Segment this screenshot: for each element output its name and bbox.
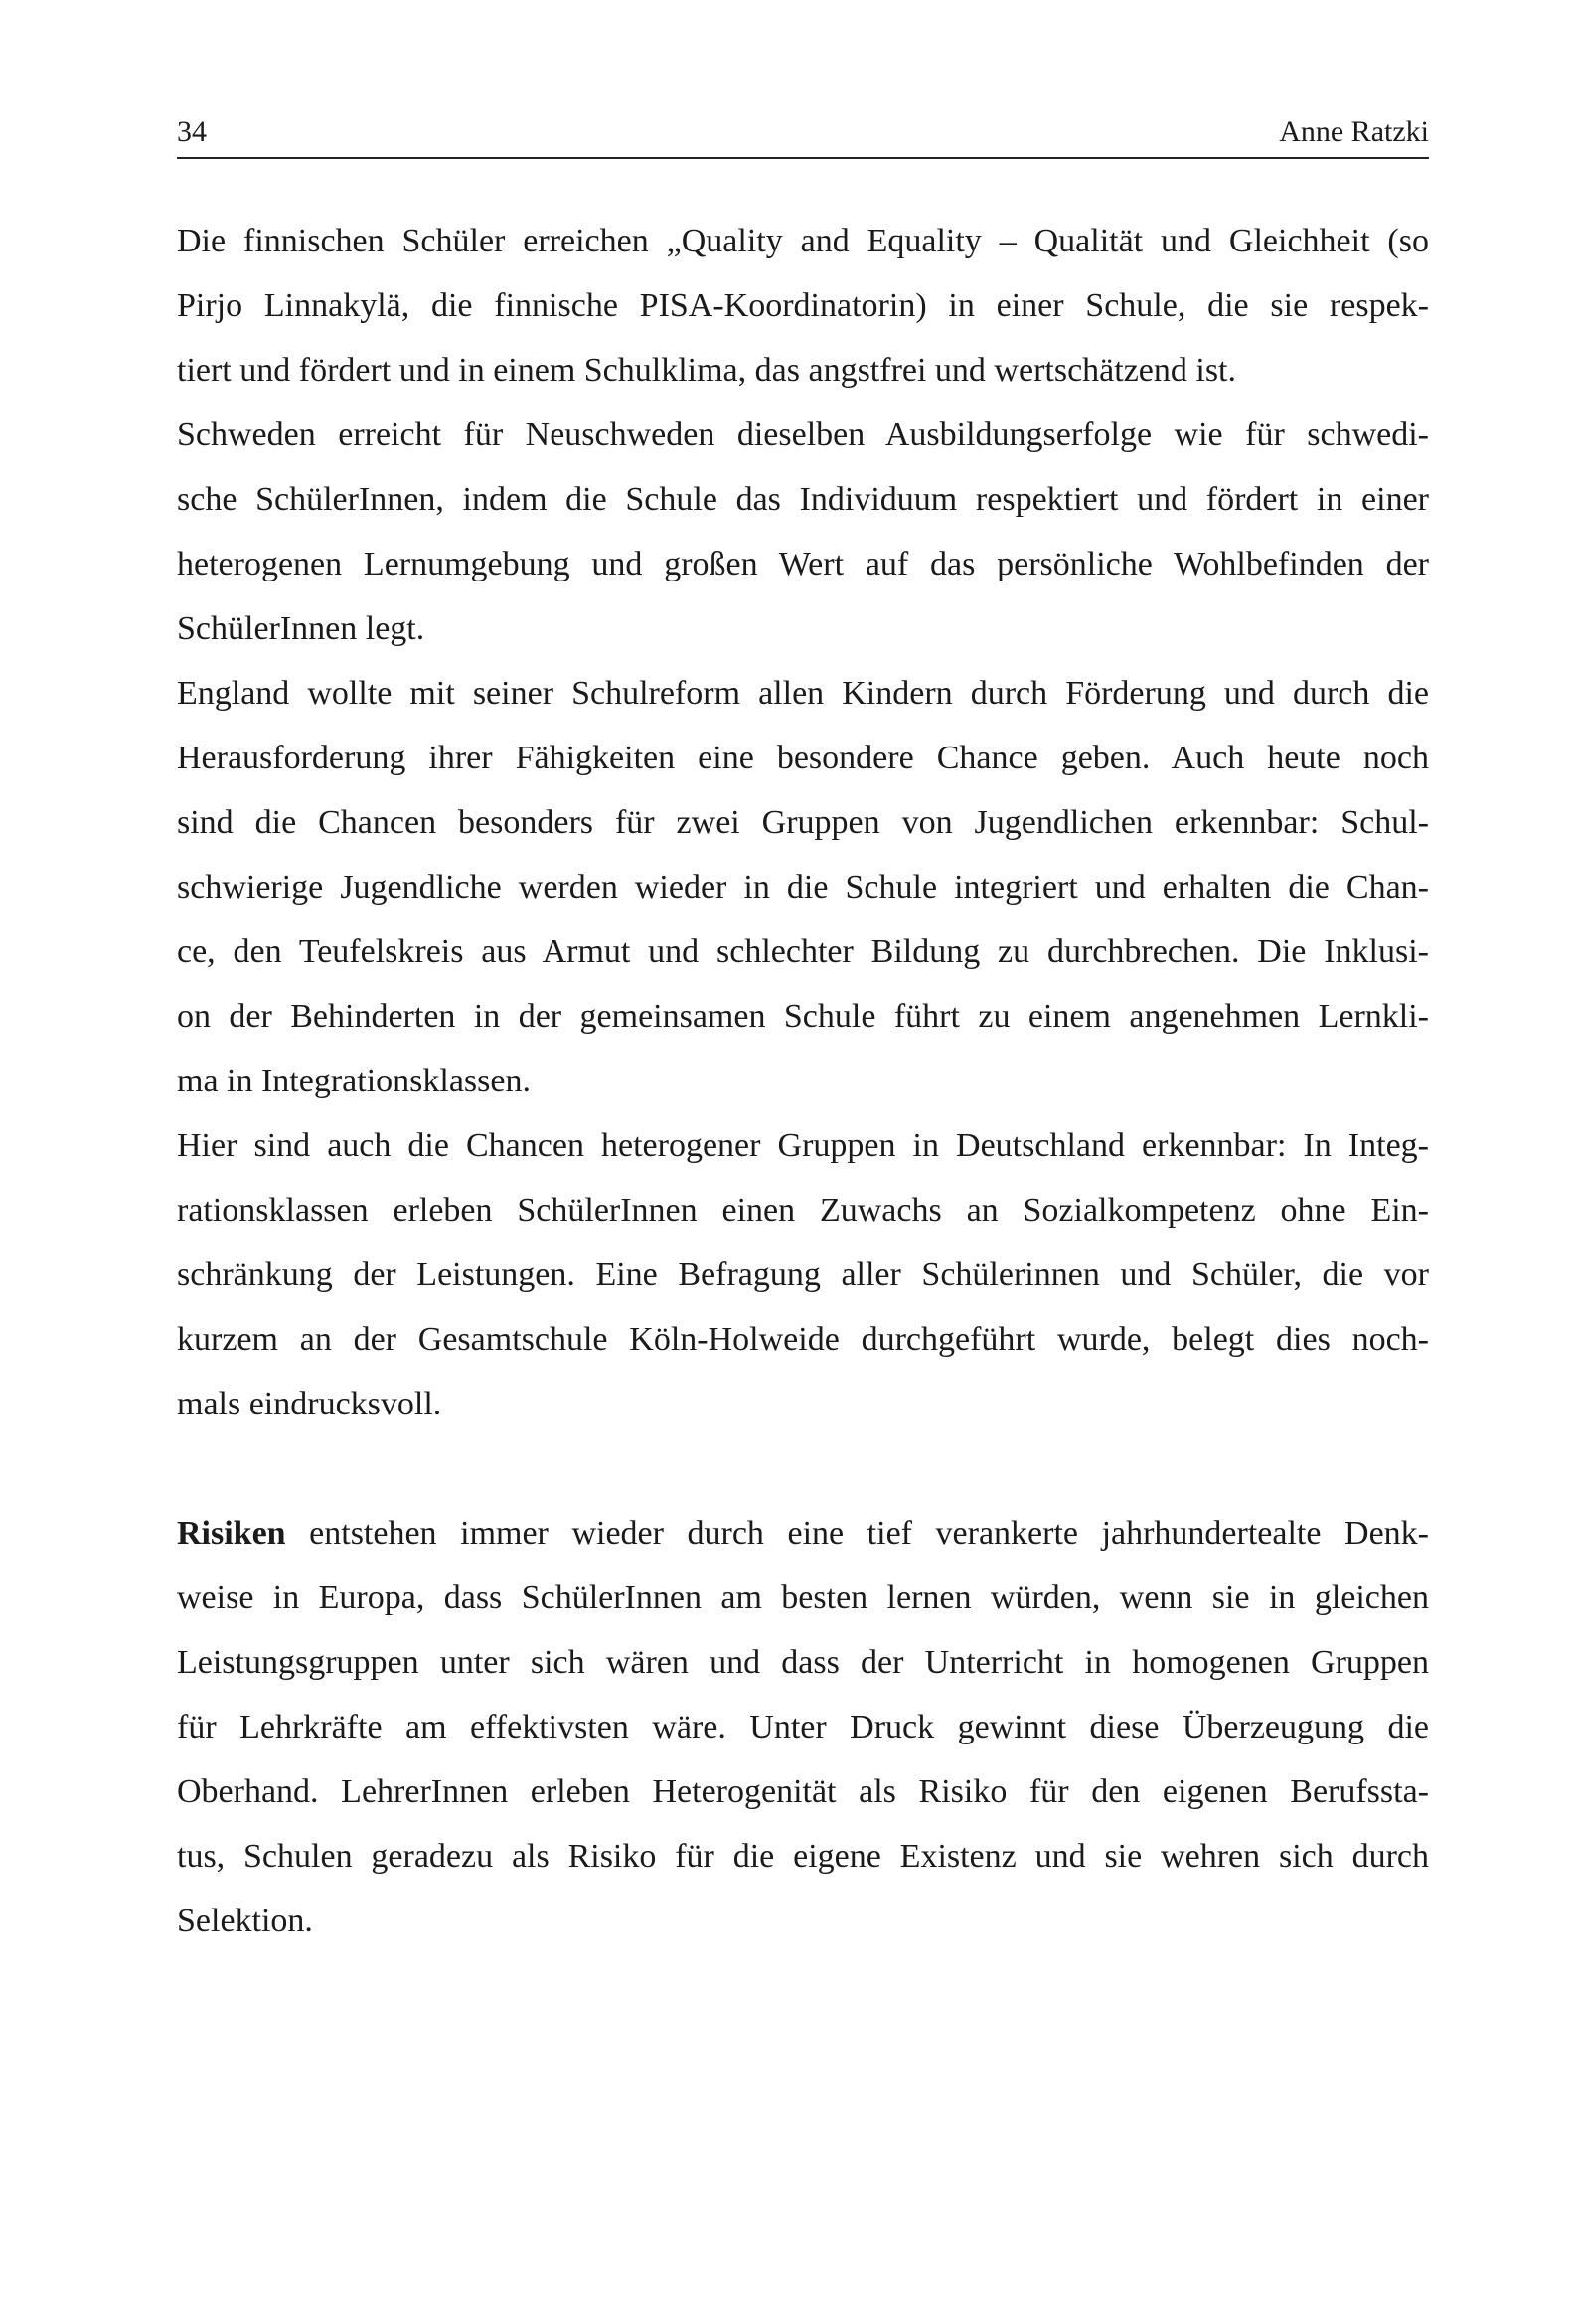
text-line: rationsklassen erleben SchülerInnen einen Zuwachs an Sozialkompetenz ohne Ein- (177, 1192, 1429, 1229)
paragraph-germany (177, 1113, 1429, 1436)
text-line: ce, den Teufelskreis aus Armut und schlechter Bildung zu durchbrechen. Die Inklusi- (177, 933, 1429, 970)
text-fragment: entstehen immer wieder durch eine tief verankerte jahrhundertealte Denk- (285, 1515, 1429, 1552)
text-line: tus, Schulen geradezu als Risiko für die eigene Existenz und sie wehren sich durch (177, 1838, 1429, 1875)
running-header (177, 111, 1429, 153)
text-line: für Lehrkräfte am effektivsten wäre. Unter Druck gewinnt diese Überzeugung die (177, 1709, 1429, 1745)
text-line: weise in Europa, dass SchülerInnen am besten lernen würden, wenn sie in gleichen (177, 1579, 1429, 1616)
bold-term-risiken: Risiken (177, 1515, 286, 1552)
paragraph-finland (177, 209, 1429, 403)
text-line: Pirjo Linnakylä, die finnische PISA-Koordinatorin) in einer Schule, die sie respek- (177, 287, 1429, 324)
text-line: mals eindrucksvoll. (177, 1386, 442, 1422)
text-line: heterogenen Lernumgebung und großen Wert auf das persönliche Wohlbefinden der (177, 546, 1429, 582)
header-rule (177, 157, 1429, 159)
text-line: Die finnischen Schüler erreichen „Quality and Equality – Qualität und Gleichheit (so (177, 223, 1429, 259)
text-line: Hier sind auch die Chancen heterogener Gruppen in Deutschland erkennbar: In Integ- (177, 1127, 1429, 1164)
text-line: sind die Chancen besonders für zwei Gruppen von Jugendlichen erkennbar: Schul- (177, 804, 1429, 841)
text-line: schränkung der Leistungen. Eine Befragung aller Schülerinnen und Schüler, die vor (177, 1256, 1429, 1293)
paragraph-sweden (177, 403, 1429, 661)
text-line: Schweden erreicht für Neuschweden dieselben Ausbildungserfolge wie für schwedi- (177, 416, 1429, 453)
paragraph-england (177, 661, 1429, 1113)
text-line (177, 1501, 1429, 1566)
text-line: kurzem an der Gesamtschule Köln-Holweide durchgeführt wurde, belegt dies noch- (177, 1321, 1429, 1358)
text-line: sche SchülerInnen, indem die Schule das Individuum respektiert und fördert in einer (177, 481, 1429, 518)
paragraph-risks (177, 1501, 1429, 1953)
page-number: 34 (177, 115, 207, 148)
text-line: on der Behinderten in der gemeinsamen Schule führt zu einem angenehmen Lernkli- (177, 998, 1429, 1035)
text-line: England wollte mit seiner Schulreform allen Kindern durch Förderung und durch die (177, 675, 1429, 712)
text-line: tiert und fördert und in einem Schulklima, das angstfrei und wertschätzend ist. (177, 352, 1237, 389)
text-line: Leistungsgruppen unter sich wären und dass der Unterricht in homogenen Gruppen (177, 1644, 1429, 1681)
author-name: Anne Ratzki (1279, 115, 1429, 148)
text-line: Selektion. (177, 1903, 313, 1939)
text-line: ma in Integrationsklassen. (177, 1063, 531, 1099)
text-line: SchülerInnen legt. (177, 610, 425, 647)
text-line: Oberhand. LehrerInnen erleben Heterogenität als Risiko für den eigenen Berufssta- (177, 1773, 1429, 1810)
text-line: Herausforderung ihrer Fähigkeiten eine besondere Chance geben. Auch heute noch (177, 740, 1429, 776)
body-text (177, 209, 1429, 1953)
text-line: schwierige Jugendliche werden wieder in die Schule integriert und erhalten die Chan- (177, 869, 1429, 906)
